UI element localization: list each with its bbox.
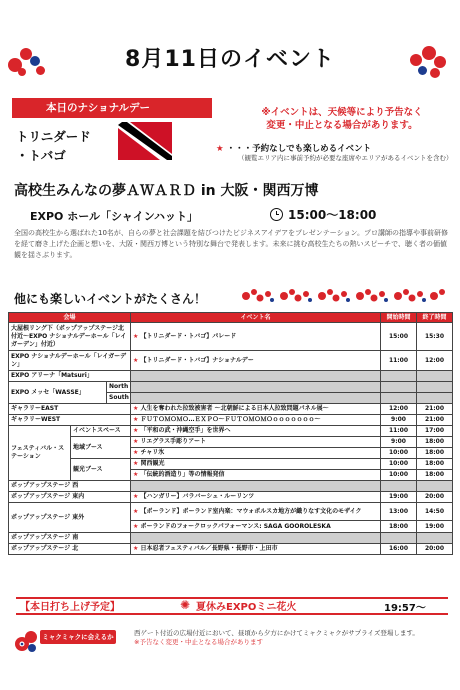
end-cell: 18:00 <box>417 459 453 470</box>
myaku-line1: 西ゲート付近の広場付近において、昼頃から夕方にかけてミャクミャクがサプライズ登場します。 <box>134 629 419 637</box>
start-cell: 12:00 <box>381 404 417 415</box>
event-cell <box>131 404 381 415</box>
event-name: 関西観光 <box>140 460 165 467</box>
table-row <box>9 503 453 521</box>
event-cell <box>131 544 381 555</box>
star-icon: ★ <box>133 356 139 364</box>
col-start: 開始時間 <box>381 313 417 323</box>
national-day-country <box>16 127 91 165</box>
event-cell <box>131 426 381 437</box>
notice-line2: 変更・中止となる場合があります。 <box>266 120 418 131</box>
star-icon: ★ <box>133 522 139 530</box>
trinidad-tobago-flag-icon <box>118 122 172 160</box>
table-row <box>9 404 453 415</box>
end-cell: 20:00 <box>417 544 453 555</box>
venue-cell: フェスティバル・ステーション <box>9 426 71 481</box>
start-cell: 16:00 <box>381 544 417 555</box>
venue-cell: ポップアップステージ 北 <box>9 544 131 555</box>
star-icon: ★ <box>133 507 139 515</box>
start-cell: 9:00 <box>381 437 417 448</box>
star-icon: ★ <box>133 332 139 340</box>
venue-cell: ポップアップステージ 東外 <box>9 503 131 533</box>
country-line2: ・トバゴ <box>16 148 66 163</box>
event-cell <box>131 503 381 521</box>
table-row <box>9 351 453 371</box>
table-row <box>9 492 453 503</box>
end-cell: 19:00 <box>417 521 453 533</box>
start-cell: 11:00 <box>381 351 417 371</box>
venue-cell: ポップアップステージ 東内 <box>9 492 131 503</box>
event-cell <box>131 437 381 448</box>
venue-cell: EXPO メッセ「WASSE」 <box>9 382 107 404</box>
country-line1: トリニダード <box>16 129 91 144</box>
end-cell: 18:00 <box>417 448 453 459</box>
event-name: リエグラス手彫りアート <box>140 438 207 445</box>
start-cell: 10:00 <box>381 459 417 470</box>
star-icon: ★ <box>133 449 139 456</box>
venue-cell: ギャラリーWEST <box>9 415 131 426</box>
myaku-line2: ※予告なく変更・中止となる場合があります <box>134 638 263 646</box>
events-table <box>8 312 453 555</box>
table-row <box>9 544 453 555</box>
start-cell: 19:00 <box>381 492 417 503</box>
start-cell: 11:00 <box>381 426 417 437</box>
table-row <box>9 371 453 382</box>
event-cell <box>131 459 381 470</box>
event-name: チャリ氷 <box>140 449 165 456</box>
event-cell <box>131 415 381 426</box>
weather-notice <box>232 106 452 132</box>
star-icon: ★ <box>133 471 139 478</box>
table-row <box>9 415 453 426</box>
col-event: イベント名 <box>131 313 381 323</box>
event-name: 【ポーランド】ポーランド室内楽：マウォポルスカ地方が織りなす文化のモザイク <box>140 507 362 515</box>
event-name: ポーランドのフォークロックパフォーマンス: SAGA GOOROLESKA <box>140 522 331 530</box>
start-cell: 18:00 <box>381 521 417 533</box>
event-name: 「平和の武・沖縄空手」を世界へ <box>140 427 231 434</box>
table-row <box>9 533 453 544</box>
venue-cell: ポップアップステージ 南 <box>9 533 131 544</box>
end-cell: 18:00 <box>417 437 453 448</box>
venue-cell: ポップアップステージ 西 <box>9 481 131 492</box>
start-cell: 15:00 <box>381 323 417 351</box>
sub-venue-cell: イベントスペース <box>71 426 131 437</box>
feature-venue: EXPO ホール「シャインハット」 <box>30 210 199 223</box>
end-cell: 21:00 <box>417 404 453 415</box>
more-events-title: 他にも楽しいイベントがたくさん！ <box>14 292 207 306</box>
star-icon: ★ <box>216 144 224 154</box>
feature-time-text: 15:00～18:00 <box>288 208 377 222</box>
event-name: 【ハンガリー】バラバーシュ・ルーリンツ <box>140 493 255 500</box>
event-cell <box>131 492 381 503</box>
star-icon: ★ <box>133 438 139 445</box>
end-cell: 14:50 <box>417 503 453 521</box>
star-icon: ★ <box>133 416 139 423</box>
table-row <box>9 437 453 448</box>
venue-cell: EXPO ナショナルデーホール「レイガーデン」 <box>9 351 131 371</box>
sub-venue-cell: 観光ブース <box>71 459 131 481</box>
table-row <box>9 481 453 492</box>
fireworks-icon: ✺ <box>179 598 191 612</box>
table-row <box>9 459 453 470</box>
event-cell <box>131 470 381 481</box>
event-name: 【トリニダード・トバゴ】パレード <box>140 332 237 340</box>
table-row <box>9 323 453 351</box>
table-header-row <box>9 313 453 323</box>
event-name: 「伝統的酒造り」等の情報発信 <box>140 471 225 478</box>
start-cell: 9:00 <box>381 415 417 426</box>
table-row <box>9 426 453 437</box>
event-cell <box>131 351 381 371</box>
event-cell <box>131 323 381 351</box>
col-venue: 会場 <box>9 313 131 323</box>
feature-description: 全国の高校生から選ばれた10名が、自らの夢と社会課題を結びつけたビジネスアイデアをプレゼンテーション。プロ講師の指導や事前研修を経て磨き上げた企画と想いを、大阪・関西万博という特別な舞台で発表します。未来に挑む高校生たちの熱いスピーチで、聴く者の価値観を揺さぶります。 <box>14 229 448 259</box>
sub-venue-cell: 地域ブース <box>71 437 131 459</box>
table-row <box>9 382 453 393</box>
star-icon: ★ <box>133 460 139 467</box>
myaku-note <box>134 629 452 647</box>
end-cell: 15:30 <box>417 323 453 351</box>
event-cell <box>131 521 381 533</box>
end-cell: 18:00 <box>417 470 453 481</box>
event-name: ＦＵＴＯＭＯＭＯ…ＥＸＰＯ～ＦＵＴＯＭＯＭＯｏｏｏｏｏｏｏ～ <box>140 416 321 423</box>
fireworks-time: 19:57～ <box>384 603 426 614</box>
col-end: 終了時間 <box>417 313 453 323</box>
national-day-banner: 本日のナショナルデー <box>12 98 212 116</box>
legend-note: （観覧エリア内に事前予約が必要な座席やエリアがあるイベントを含む） <box>238 154 453 162</box>
star-icon: ★ <box>133 405 139 412</box>
end-cell: 21:00 <box>417 415 453 426</box>
decorative-dots-row <box>240 287 450 305</box>
end-cell: 12:00 <box>417 351 453 371</box>
sub-venue-cell: North <box>107 382 131 393</box>
event-name: 人生を奪われた拉致被害者 ～北朝鮮による日本人拉致問題パネル展～ <box>140 405 329 412</box>
venue-cell: EXPO アリーナ「Matsuri」 <box>9 371 131 382</box>
fireworks-label: 【本日打ち上げ予定】 <box>20 602 120 613</box>
feature-event-title: 高校生みんなの夢ＡＷＡＲＤ in 大阪・関西万博 <box>14 183 319 199</box>
start-cell: 10:00 <box>381 470 417 481</box>
start-cell: 10:00 <box>381 448 417 459</box>
fireworks-title: 夏休みEXPOミニ花火 <box>196 602 297 613</box>
national-day-underline <box>12 116 212 118</box>
event-name: 【トリニダード・トバゴ】ナショナルデー <box>140 356 254 364</box>
end-cell: 17:00 <box>417 426 453 437</box>
star-icon: ★ <box>133 493 139 500</box>
event-cell <box>131 448 381 459</box>
star-icon: ★ <box>133 545 139 552</box>
venue-cell: ギャラリーEAST <box>9 404 131 415</box>
star-icon: ★ <box>133 427 139 434</box>
start-cell: 13:00 <box>381 503 417 521</box>
legend-text: ・・・予約なしでも楽しめるイベント <box>226 144 372 154</box>
venue-cell: 大屋根リング下（ポップアップステージ北付近～EXPO ナショナルデーホール「レイガーデン」付近） <box>9 323 131 351</box>
clock-icon <box>270 208 283 221</box>
page-title: 8月11日のイベント <box>125 47 335 72</box>
feature-time <box>270 206 376 223</box>
event-name: 日本忍者フェスティバル／長野県・長野市・上田市 <box>140 545 278 552</box>
myaku-button: ミャクミャクに会えるかも!! <box>40 630 116 644</box>
end-cell: 20:00 <box>417 492 453 503</box>
notice-line1: ※イベントは、天候等により予告なく <box>261 107 423 118</box>
sub-venue-cell: South <box>107 393 131 404</box>
